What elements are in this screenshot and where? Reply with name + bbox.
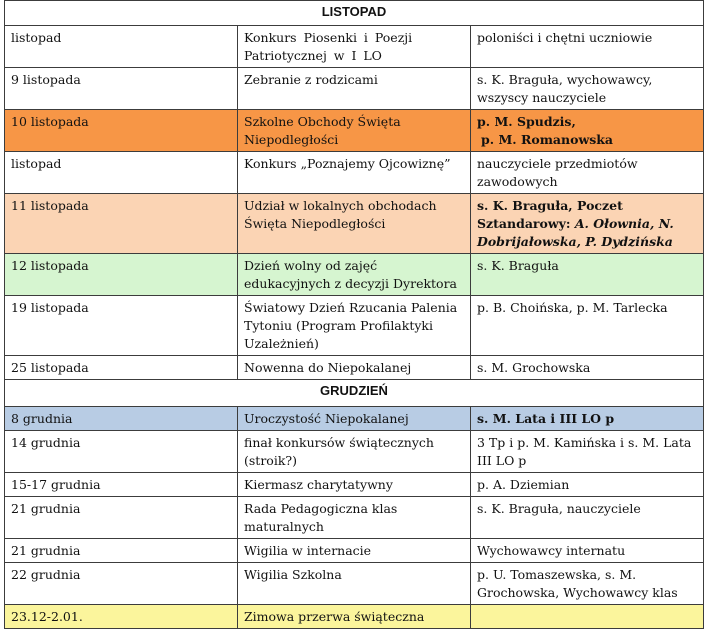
event-cell: Udział w lokalnych obchodach Święta Niepodległości — [238, 194, 471, 254]
date-cell: 14 grudnia — [5, 431, 238, 473]
event-cell: Rada Pedagogiczna klas maturalnych — [238, 497, 471, 539]
date-cell: 10 listopada — [5, 110, 238, 152]
event-cell: Konkurs Piosenki i Poezji Patriotycznej w I LO — [238, 26, 471, 68]
section-header-row — [5, 380, 704, 407]
section-header-row — [5, 1, 704, 26]
event-cell: Konkurs „Poznajemy Ojcowiznę” — [238, 152, 471, 194]
date-cell: 11 listopada — [5, 194, 238, 254]
responsible-cell: p. A. Dziemian — [471, 473, 704, 497]
date-cell: 23.12-2.01. — [5, 605, 238, 629]
table-row — [5, 254, 704, 296]
responsible-cell — [471, 194, 704, 254]
table-row — [5, 563, 704, 605]
responsible-line: p. M. Romanowska — [481, 132, 614, 147]
table-row — [5, 68, 704, 110]
section-title-grudzien: GRUDZIEŃ — [5, 380, 704, 407]
event-cell: Wigilia w internacie — [238, 539, 471, 563]
event-cell: Wigilia Szkolna — [238, 563, 471, 605]
responsible-cell: nauczyciele przedmiotów zawodowych — [471, 152, 704, 194]
schedule-table — [4, 0, 704, 629]
date-cell: listopad — [5, 26, 238, 68]
event-cell: Szkolne Obchody Święta Niepodległości — [238, 110, 471, 152]
responsible-cell — [471, 605, 704, 629]
responsible-line: p. M. Spudzis, — [477, 114, 576, 129]
table-row — [5, 407, 704, 431]
responsible-cell: poloniści i chętni uczniowie — [471, 26, 704, 68]
date-cell: 21 grudnia — [5, 497, 238, 539]
responsible-cell: s. K. Braguła, nauczyciele — [471, 497, 704, 539]
table-row — [5, 110, 704, 152]
responsible-cell: s. K. Braguła, wychowawcy, wszyscy nauczyciele — [471, 68, 704, 110]
table-row — [5, 152, 704, 194]
event-cell: Uroczystość Niepokalanej — [238, 407, 471, 431]
responsible-cell: s. K. Braguła — [471, 254, 704, 296]
date-cell: 25 listopada — [5, 356, 238, 380]
event-cell: Dzień wolny od zajęć edukacyjnych z decyzji Dyrektora — [238, 254, 471, 296]
event-cell: Zebranie z rodzicami — [238, 68, 471, 110]
table-row — [5, 473, 704, 497]
event-cell: finał konkursów świątecznych (stroik?) — [238, 431, 471, 473]
table-row — [5, 26, 704, 68]
date-cell: 12 listopada — [5, 254, 238, 296]
responsible-cell: s. M. Grochowska — [471, 356, 704, 380]
date-cell: 21 grudnia — [5, 539, 238, 563]
date-cell: 19 listopada — [5, 296, 238, 356]
standard-bearers: A. Ołownia, N. Dobrijałowska, P. Dydzińska — [477, 216, 674, 249]
section-title-listopad: LISTOPAD — [5, 1, 704, 26]
responsible-lead: s. K. Braguła, Poczet Sztandarowy: — [477, 198, 623, 231]
table-row — [5, 539, 704, 563]
event-cell: Światowy Dzień Rzucania Palenia Tytoniu (Program Profilaktyki Uzależnień) — [238, 296, 471, 356]
responsible-cell: s. M. Lata i III LO p — [471, 407, 704, 431]
date-cell: 9 listopada — [5, 68, 238, 110]
event-cell: Zimowa przerwa świąteczna — [238, 605, 471, 629]
responsible-cell: p. U. Tomaszewska, s. M. Grochowska, Wychowawcy klas — [471, 563, 704, 605]
event-cell: Nowenna do Niepokalanej — [238, 356, 471, 380]
responsible-cell: Wychowawcy internatu — [471, 539, 704, 563]
date-cell: 8 grudnia — [5, 407, 238, 431]
responsible-cell: 3 Tp i p. M. Kamińska i s. M. Lata III LO p — [471, 431, 704, 473]
table-row — [5, 194, 704, 254]
date-cell: listopad — [5, 152, 238, 194]
date-cell: 22 grudnia — [5, 563, 238, 605]
schedule-document — [4, 0, 704, 629]
date-cell: 15-17 grudnia — [5, 473, 238, 497]
table-row — [5, 431, 704, 473]
table-row — [5, 296, 704, 356]
responsible-cell — [471, 110, 704, 152]
event-cell: Kiermasz charytatywny — [238, 473, 471, 497]
table-row — [5, 605, 704, 629]
table-row — [5, 356, 704, 380]
responsible-cell: p. B. Choińska, p. M. Tarlecka — [471, 296, 704, 356]
table-row — [5, 497, 704, 539]
